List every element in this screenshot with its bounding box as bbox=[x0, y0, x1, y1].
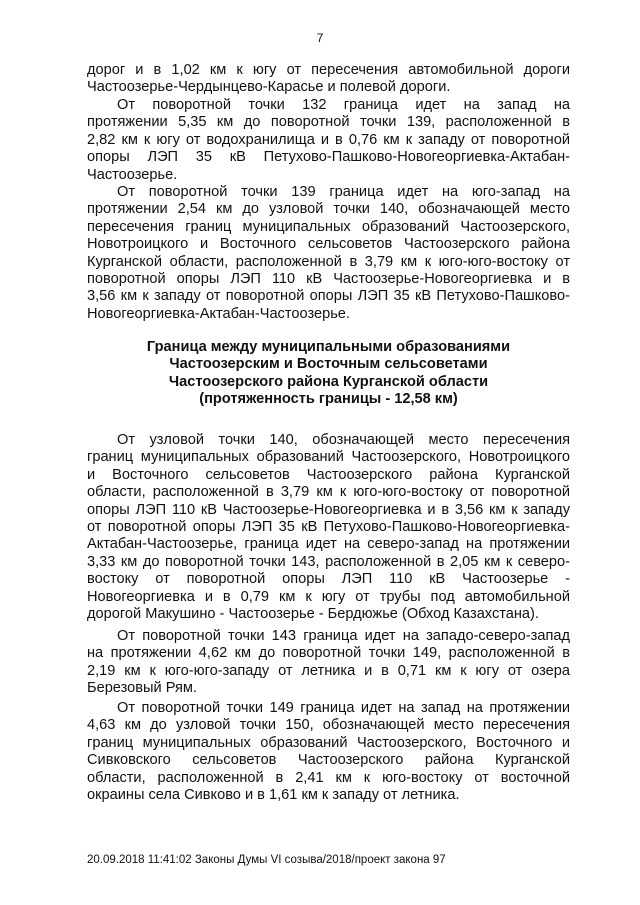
paragraph-6 bbox=[87, 700, 570, 804]
text-line: 2,19 км к юго-юго-западу от летника и в 0,71 км к югу от озера bbox=[87, 662, 570, 679]
text-line: Новогеоргиевка и в 0,79 км к югу от трубы под автомобильной bbox=[87, 588, 570, 605]
heading-line: Частоозерского района Курганской области bbox=[168, 373, 489, 390]
text-line: Березовый Рям. bbox=[87, 680, 197, 697]
text-line: 3,33 км до поворотной точки 143, расположенной в 2,05 км к северо- bbox=[87, 553, 570, 570]
text-line: области, расположенной в 3,79 км к юго-юго-востоку от поворотной bbox=[87, 484, 570, 501]
text-line: границ муниципальных образований Частоозерского, Восточного и bbox=[87, 734, 570, 751]
heading-line: (протяженность границы - 12,58 км) bbox=[199, 391, 458, 408]
text-line: Частоозерье-Чердынцево-Карасье и полевой дороги. bbox=[87, 79, 451, 96]
text-line: востоку от поворотной опоры ЛЭП 110 кВ Частоозерье - bbox=[87, 571, 570, 588]
text-line: опоры ЛЭП 35 кВ Петухово-Пашково-Новогеоргиевка-Актабан- bbox=[87, 149, 570, 166]
text-line: 2,82 км к югу от водохранилища и в 0,76 км к западу от поворотной bbox=[87, 131, 570, 148]
text-line: протяжении 5,35 км до поворотной точки 139, расположенной в bbox=[87, 114, 570, 131]
text-line: От поворотной точки 149 граница идет на запад на протяжении bbox=[117, 700, 570, 716]
text-line: от поворотной опоры ЛЭП 35 кВ Петухово-Пашково-Новогеоргиевка- bbox=[87, 519, 570, 536]
text-line: 4,63 км до узловой точки 150, обозначающей место пересечения bbox=[87, 717, 570, 734]
section-heading bbox=[87, 339, 570, 409]
text-line: 3,56 км к западу от поворотной опоры ЛЭП 35 кВ Петухово-Пашково- bbox=[87, 288, 570, 305]
text-line: протяжении 2,54 км до узловой точки 140, обозначающей место bbox=[87, 201, 570, 218]
text-line: окраины села Сивково и в 1,61 км к западу от летника. bbox=[87, 787, 460, 804]
text-line: границ муниципальных образований Частоозерского, Новотроицкого bbox=[87, 449, 570, 466]
text-line: на протяжении 4,62 км до поворотной точки 149, расположенной в bbox=[87, 645, 570, 662]
text-line: поворотной опоры ЛЭП 110 кВ Частоозерье-Новогеоргиевка и в bbox=[87, 271, 570, 288]
heading-line: Граница между муниципальными образованиями bbox=[146, 339, 511, 355]
text-line: Новогеоргиевка-Актабан-Частоозерье. bbox=[87, 305, 350, 322]
text-line: От поворотной точки 143 граница идет на западо-северо-запад bbox=[117, 628, 570, 644]
text-line: От поворотной точки 132 граница идет на запад на bbox=[117, 97, 570, 113]
paragraph-4 bbox=[87, 432, 570, 623]
document-footer: 20.09.2018 11:41:02 Законы Думы VI созыва/2018/проект закона 97 bbox=[87, 854, 446, 866]
text-line: От поворотной точки 139 граница идет на юго-запад на bbox=[117, 184, 570, 200]
text-line: Частоозерье. bbox=[87, 166, 178, 183]
paragraph-3 bbox=[87, 184, 570, 323]
text-line: опоры ЛЭП 110 кВ Частоозерье-Новогеоргиевка и в 3,56 км к западу bbox=[87, 501, 570, 518]
paragraph-2 bbox=[87, 97, 570, 184]
paragraph-5 bbox=[87, 628, 570, 698]
text-line: дорогой Макушино - Частоозерье - Бердюжье (Обход Казахстана). bbox=[87, 606, 539, 623]
text-line: Актабан-Частоозерье, граница идет на северо-запад на протяжении bbox=[87, 536, 570, 553]
text-line: Курганской области, расположенной в 3,79 км к юго-юго-востоку от bbox=[87, 253, 570, 270]
text-line: Новотроицкого и Восточного сельсоветов Частоозерского района bbox=[87, 236, 570, 253]
text-line: пересечения границ муниципальных образований Частоозерского, bbox=[87, 218, 570, 235]
text-line: области, расположенной в 2,41 км к юго-востоку от восточной bbox=[87, 769, 570, 786]
paragraph-1 bbox=[87, 62, 570, 97]
heading-line: Частоозерским и Восточным сельсоветами bbox=[169, 356, 488, 373]
text-line: и Восточного сельсоветов Частоозерского района Курганской bbox=[87, 466, 570, 483]
text-line: От узловой точки 140, обозначающей место пересечения bbox=[117, 432, 570, 448]
text-line: дорог и в 1,02 км к югу от пересечения автомобильной дороги bbox=[87, 62, 570, 78]
page-number: 7 bbox=[316, 31, 324, 45]
text-line: Сивковского сельсоветов Частоозерского района Курганской bbox=[87, 752, 570, 769]
